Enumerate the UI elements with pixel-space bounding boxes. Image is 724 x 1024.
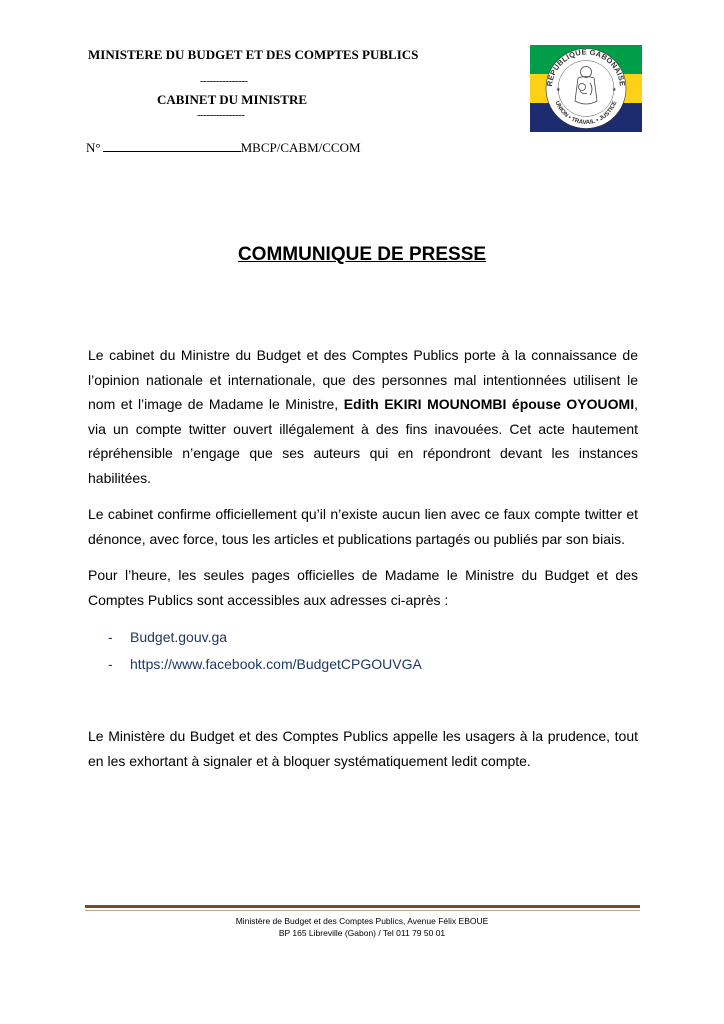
reference-prefix: N°: [86, 140, 101, 155]
footer-line-2: BP 165 Libreville (Gabon) / Tel 011 79 50 01: [278, 928, 446, 938]
paragraph-1-text-end: , via un compte twitter ouvert illégalement à des fins inavouées. Cet acte hautement répréhensible n’engage que ses auteurs qui en répondront devant les instances habilitées.: [88, 396, 638, 486]
list-item: [88, 624, 638, 651]
seal-top-text: RÉPUBLIQUE GABONAISE: [545, 47, 627, 87]
paragraph-3: Pour l’heure, les seules pages officielles de Madame le Ministre du Budget et des Comptes Publics sont accessibles aux adresses ci-après :: [88, 567, 638, 608]
document-body: [88, 343, 638, 773]
seal-star-right-icon: ★: [612, 87, 617, 93]
bullet-dash: -: [108, 629, 113, 645]
paragraph-1: [88, 343, 638, 490]
bullet-dash: -: [108, 656, 113, 672]
minister-name: Edith EKIRI MOUNOMBI épouse OYOUOMI: [343, 396, 635, 412]
paragraph-2: Le cabinet confirme officiellement qu’il n’existe aucun lien avec ce faux compte twitter et dénonce, avec force, tous les articles et publications partagés ou publiés par son biais.: [88, 506, 638, 547]
reference-number: [86, 140, 361, 156]
separator-top: ---------------: [200, 75, 248, 87]
paragraph-1-text: Le cabinet du Ministre du Budget et des Comptes Publics porte à la connaissance de l’opinion nationale et internationale, que des personnes mal intentionnées utilisent le nom et l’image de Madame le Ministre,: [88, 347, 638, 412]
seal-bottom-text: UNION • TRAVAIL • JUSTICE: [553, 100, 619, 127]
cabinet-name: CABINET DU MINISTRE: [157, 92, 308, 107]
press-release-title: COMMUNIQUE DE PRESSE: [237, 244, 487, 265]
reference-suffix: MBCP/CABM/CCOM: [240, 140, 361, 155]
seal-star-left-icon: ★: [556, 87, 561, 93]
footer-divider-thin: [85, 910, 640, 911]
link-facebook-page[interactable]: https://www.facebook.com/BudgetCPGOUVGA: [130, 656, 422, 672]
official-links-list: [88, 624, 638, 678]
ministry-name: MINISTERE DU BUDGET ET DES COMPTES PUBLICS: [88, 47, 419, 62]
list-item: [88, 651, 638, 678]
footer-address: [0, 915, 724, 939]
closing-paragraph: Le Ministère du Budget et des Comptes Publics appelle les usagers à la prudence, tout en les exhortant à signaler et à bloquer systématiquement ledit compte.: [88, 728, 638, 769]
footer-divider: [85, 905, 640, 908]
gabon-seal-logo: [530, 45, 642, 132]
link-budget-site[interactable]: Budget.gouv.ga: [130, 629, 228, 645]
reference-blank: [103, 140, 241, 152]
footer-line-1: Ministère de Budget et des Comptes Publics, Avenue Félix EBOUE: [235, 916, 489, 926]
separator-bottom: ---------------: [197, 109, 245, 121]
